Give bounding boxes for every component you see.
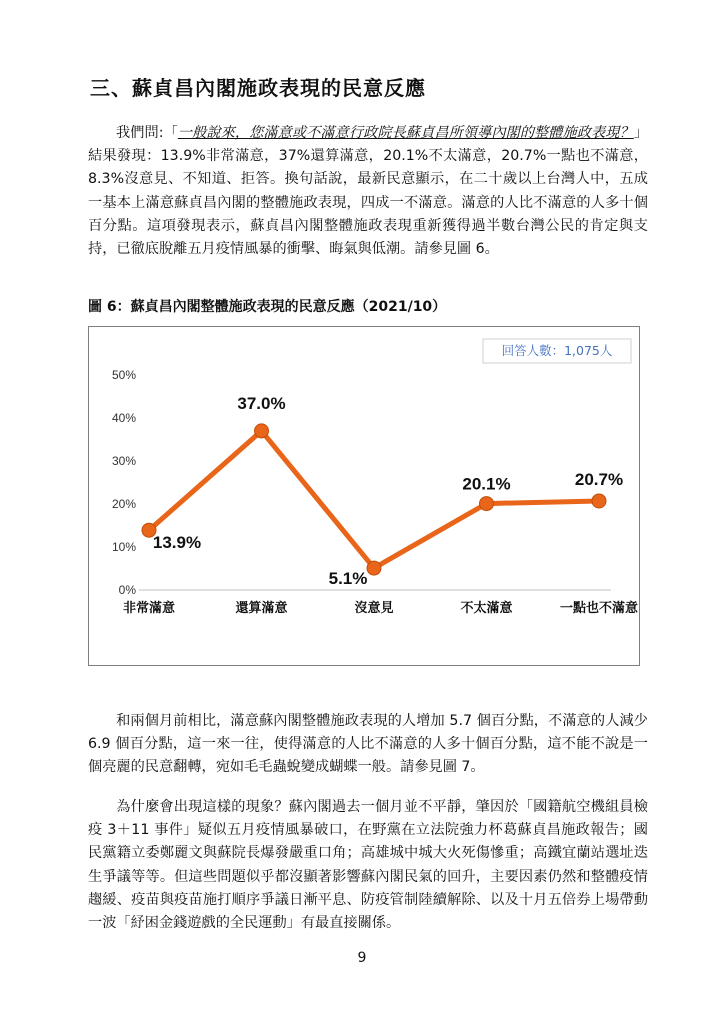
data-point: [367, 561, 381, 575]
x-tick-label: 不太滿意: [460, 601, 513, 616]
x-tick-label: 非常滿意: [122, 601, 176, 616]
section-heading: 三、蘇貞昌內閣施政表現的民意反應: [90, 76, 426, 100]
paragraph-2: [88, 710, 648, 780]
figure-title: 圖 6：蘇貞昌內閣整體施政表現的民意反應（2021/10）: [88, 299, 447, 315]
line-chart: [89, 327, 641, 667]
page-number: 9: [357, 950, 367, 966]
y-tick-label: 40%: [111, 411, 136, 425]
respondent-count-label: 回答人數：1,075人: [501, 343, 613, 358]
para2-body: 和兩個月前相比，滿意蘇內閣整體施政表現的人增加 5.7 個百分點，不滿意的人減少 6.9 個百分點，這一來一往，使得滿意的人比不滿意的人多十個百分點，這不能不說是一個亮麗的民意翻轉，宛如毛毛蟲蛻變成蝴蝶一般。請參見圖 7。: [88, 713, 648, 776]
x-tick-label: 沒意見: [354, 601, 394, 616]
x-tick-label: 一點也不滿意: [559, 601, 639, 616]
chart-frame: [88, 326, 640, 666]
data-label: 20.7%: [574, 469, 624, 489]
survey-question: 一般說來，您滿意或不滿意行政院長蘇貞昌所領導內閣的整體施政表現？: [177, 125, 634, 141]
para1-close: 」: [633, 125, 648, 141]
data-point: [592, 494, 606, 508]
data-point: [480, 497, 494, 511]
para1-lead: 我們問:「: [116, 125, 178, 141]
y-tick-label: 50%: [111, 368, 136, 382]
y-tick-label: 10%: [111, 540, 136, 554]
paragraph-1: [88, 122, 648, 261]
para1-body: 結果發現：13.9%非常滿意，37%還算滿意，20.1%不太滿意，20.7%一點也不滿意，8.3%沒意見、不知道、拒答。換句話說，最新民意顯示，在二十歲以上台灣人中，五成一基本上滿意蘇貞昌內閣的整體施政表現，四成一不滿意。滿意的人比不滿意的人多十個百分點。這項發現表示，蘇貞昌內閣整體施政表現重新獲得過半數台灣公民的肯定與支持，已徹底脫離五月疫情風暴的衝擊、晦氣與低潮。請參見圖 6。: [88, 148, 648, 258]
y-tick-label: 30%: [111, 454, 136, 468]
para3-body: 為什麼會出現這樣的現象？蘇內閣過去一個月並不平靜，肇因於「國籍航空機組員檢疫 3＋11 事件」疑似五月疫情風暴破口，在野黨在立法院強力杯葛蘇貞昌施政報告；國民黨籍立委鄭麗文與蘇院長爆發嚴重口角；高雄城中城大火死傷慘重；高鐵宜蘭站選址迭生爭議等等。但這些問題似乎都沒顯著影響蘇內閣民氣的回升，主要因素仍然和整體疫情趨緩、疫苗與疫苗施打順序爭議日漸平息、防疫管制陸續解除、以及十月五倍券上場帶動一波「紓困金錢遊戲的全民運動」有最直接關係。: [88, 799, 648, 932]
data-label: 13.9%: [152, 533, 202, 553]
data-label: 5.1%: [328, 569, 368, 589]
y-tick-label: 0%: [118, 583, 136, 597]
x-tick-label: 還算滿意: [235, 601, 288, 616]
paragraph-3: [88, 796, 648, 935]
y-tick-label: 20%: [111, 497, 136, 511]
data-point: [255, 424, 269, 438]
data-label: 20.1%: [462, 474, 511, 494]
data-label: 37.0%: [237, 393, 286, 413]
series-line: [149, 431, 599, 568]
